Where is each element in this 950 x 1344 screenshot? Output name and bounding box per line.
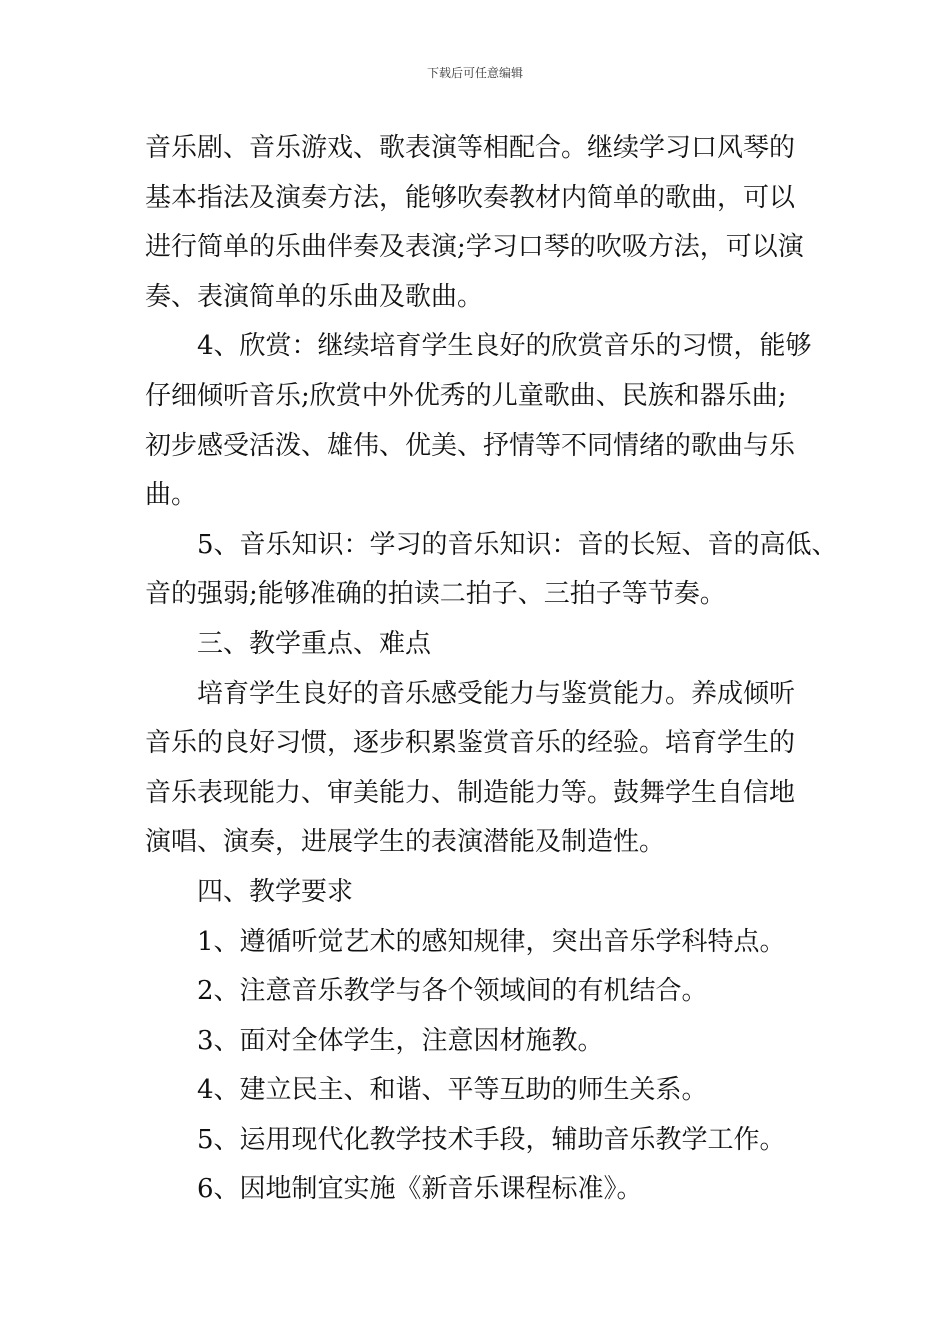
- text-line: 初步感受活泼、雄伟、优美、抒情等不同情绪的歌曲与乐: [145, 430, 796, 461]
- section-heading: 四、教学要求: [145, 876, 354, 907]
- list-item: 1、遵循听觉艺术的感知规律，突出音乐学科特点。: [145, 926, 786, 957]
- text-line: 培育学生良好的音乐感受能力与鉴赏能力。养成倾听: [145, 678, 796, 709]
- text-line: 曲。: [145, 480, 198, 511]
- text-line: 奏、表演简单的乐曲及歌曲。: [145, 281, 484, 312]
- text-line: 音乐剧、音乐游戏、歌表演等相配合。继续学习口风琴的: [145, 133, 796, 163]
- section-heading: 三、教学重点、难点: [145, 628, 432, 659]
- text-line: 5、音乐知识：学习的音乐知识：音的长短、音的高低、: [145, 529, 838, 560]
- text-line: 进行简单的乐曲伴奏及表演;学习口琴的吹吸方法，可以演: [145, 232, 804, 263]
- page-header: 下载后可任意编辑: [426, 66, 523, 80]
- text-line: 仔细倾听音乐;欣赏中外优秀的儿童歌曲、民族和器乐曲;: [145, 380, 787, 411]
- document-body: [145, 124, 838, 1215]
- list-item: 4、建立民主、和谐、平等互助的师生关系。: [145, 1075, 708, 1106]
- text-line: 音乐表现能力、审美能力、制造能力等。鼓舞学生自信地: [145, 777, 796, 808]
- text-line: 演唱、演奏，进展学生的表演潜能及制造性。: [145, 827, 666, 858]
- list-item: 3、面对全体学生，注意因材施教。: [145, 1025, 604, 1056]
- text-line: 音的强弱;能够准确的拍读二拍子、三拍子等节奏。: [145, 579, 726, 610]
- text-line: 音乐的良好习惯，逐步积累鉴赏音乐的经验。培育学生的: [145, 728, 796, 759]
- list-item: 6、因地制宜实施《新音乐课程标准》。: [145, 1174, 643, 1205]
- text-line: 4、欣赏：继续培育学生良好的欣赏音乐的习惯，能够: [145, 331, 812, 362]
- text-line: 基本指法及演奏方法，能够吹奏教材内简单的歌曲，可以: [145, 182, 796, 213]
- list-item: 5、运用现代化教学技术手段，辅助音乐教学工作。: [145, 1124, 786, 1155]
- list-item: 2、注意音乐教学与各个领域间的有机结合。: [145, 976, 708, 1007]
